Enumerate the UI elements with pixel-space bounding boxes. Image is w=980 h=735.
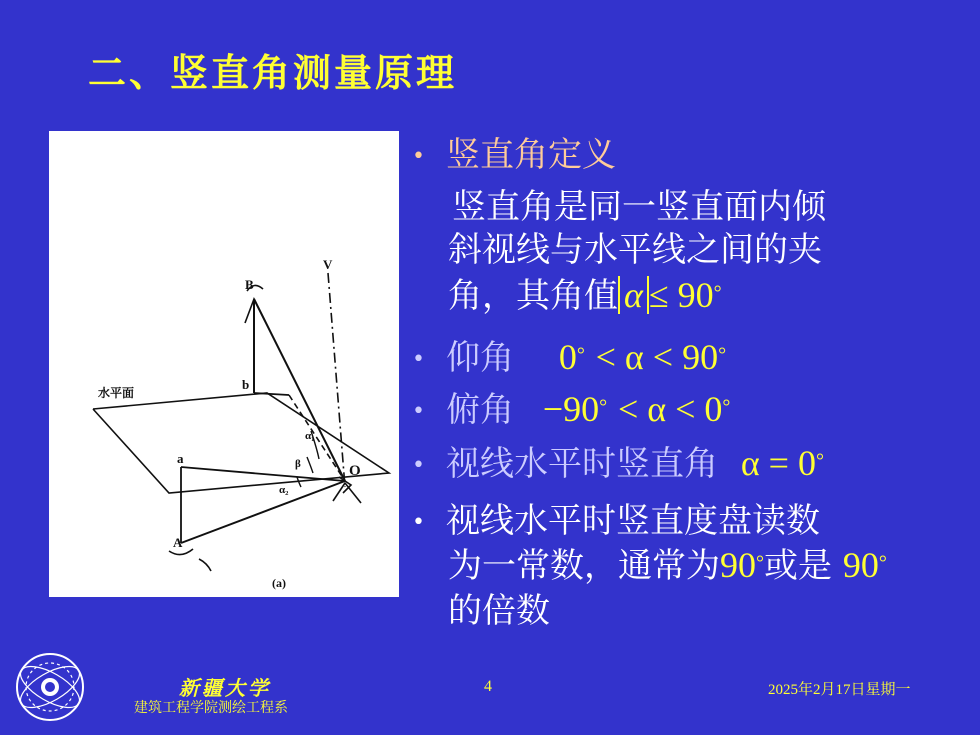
footer-university: 新疆大学 [179, 676, 271, 700]
reading-value-2: 90 [842, 545, 879, 585]
reading-line-2a: 为一常数，通常为 [448, 546, 720, 586]
label-plane: 水平面 [98, 386, 135, 400]
bullet-marker: • [412, 509, 425, 535]
depression-left: −90 [542, 389, 600, 429]
slide-title: 二、竖直角测量原理 [88, 50, 458, 95]
footer-department: 建筑工程学院测绘工程系 [134, 701, 288, 716]
reading-line-3: 的倍数 [448, 591, 550, 631]
bullet-horizontal [412, 442, 824, 487]
bullet-marker: • [412, 398, 425, 424]
reading-value-1: 90 [720, 545, 756, 585]
reading-line-2b: 或是 [764, 546, 832, 586]
bullet-elevation [412, 336, 726, 381]
bullet-depression [412, 388, 730, 433]
label-b-lower: b [242, 377, 250, 392]
bullet-marker: • [412, 143, 425, 169]
sight-line-ob [254, 299, 345, 481]
label-alpha1: α₁ [305, 430, 315, 442]
reading-line-1: 视线水平时竖直度盘读数 [446, 501, 820, 541]
reading-line-2 [448, 544, 887, 587]
horizontal-math: α = 0 [740, 443, 816, 483]
depression-degree-2: ° [722, 396, 731, 418]
label-v: V [323, 257, 333, 272]
bullet-reading [412, 500, 820, 544]
footer-date: 2025年2月17日星期一 [768, 682, 911, 698]
heading-label: 竖直角定义 [446, 135, 616, 175]
label-o: O [349, 463, 361, 479]
horizontal-label: 视线水平时竖直角 [446, 444, 718, 484]
definition-line-3-text: 角，其角值 [448, 276, 618, 316]
label-a-lower: a [177, 451, 184, 466]
vertical-axis [328, 273, 345, 487]
label-a-upper: A [173, 535, 183, 550]
alpha-absolute: α [618, 276, 649, 314]
depression-degree-1: ° [599, 396, 608, 418]
definition-relation: ≤ 90 [648, 275, 714, 315]
bullet-marker: • [412, 452, 425, 478]
university-logo-icon [10, 651, 90, 723]
figure-caption: (a) [272, 576, 286, 590]
elevation-degree-2: ° [718, 344, 727, 366]
elevation-range: < α < 90 [595, 337, 719, 377]
horizontal-degree: ° [815, 450, 824, 472]
reading-degree-2: ° [878, 552, 887, 574]
bullet-marker: • [412, 346, 425, 372]
depression-label: 俯角 [446, 390, 514, 430]
bullet-definition-heading [412, 134, 616, 178]
reading-degree-1: ° [756, 552, 764, 574]
depression-range: < α < 0 [617, 389, 723, 429]
label-alpha2: α₂ [279, 484, 289, 496]
definition-line-2: 斜视线与水平线之间的夹 [448, 230, 822, 270]
label-b-upper: B [245, 277, 254, 292]
elevation-label: 仰角 [446, 338, 514, 378]
elevation-left: 0 [558, 337, 577, 377]
footer-page-number: 4 [484, 678, 492, 695]
elevation-degree-1: ° [576, 344, 585, 366]
definition-line-3 [448, 274, 722, 317]
definition-degree: ° [713, 282, 722, 304]
definition-line-1: 竖直角是同一竖直面内倾 [452, 187, 826, 227]
label-beta: β [295, 458, 301, 470]
vertical-angle-diagram [49, 131, 399, 597]
